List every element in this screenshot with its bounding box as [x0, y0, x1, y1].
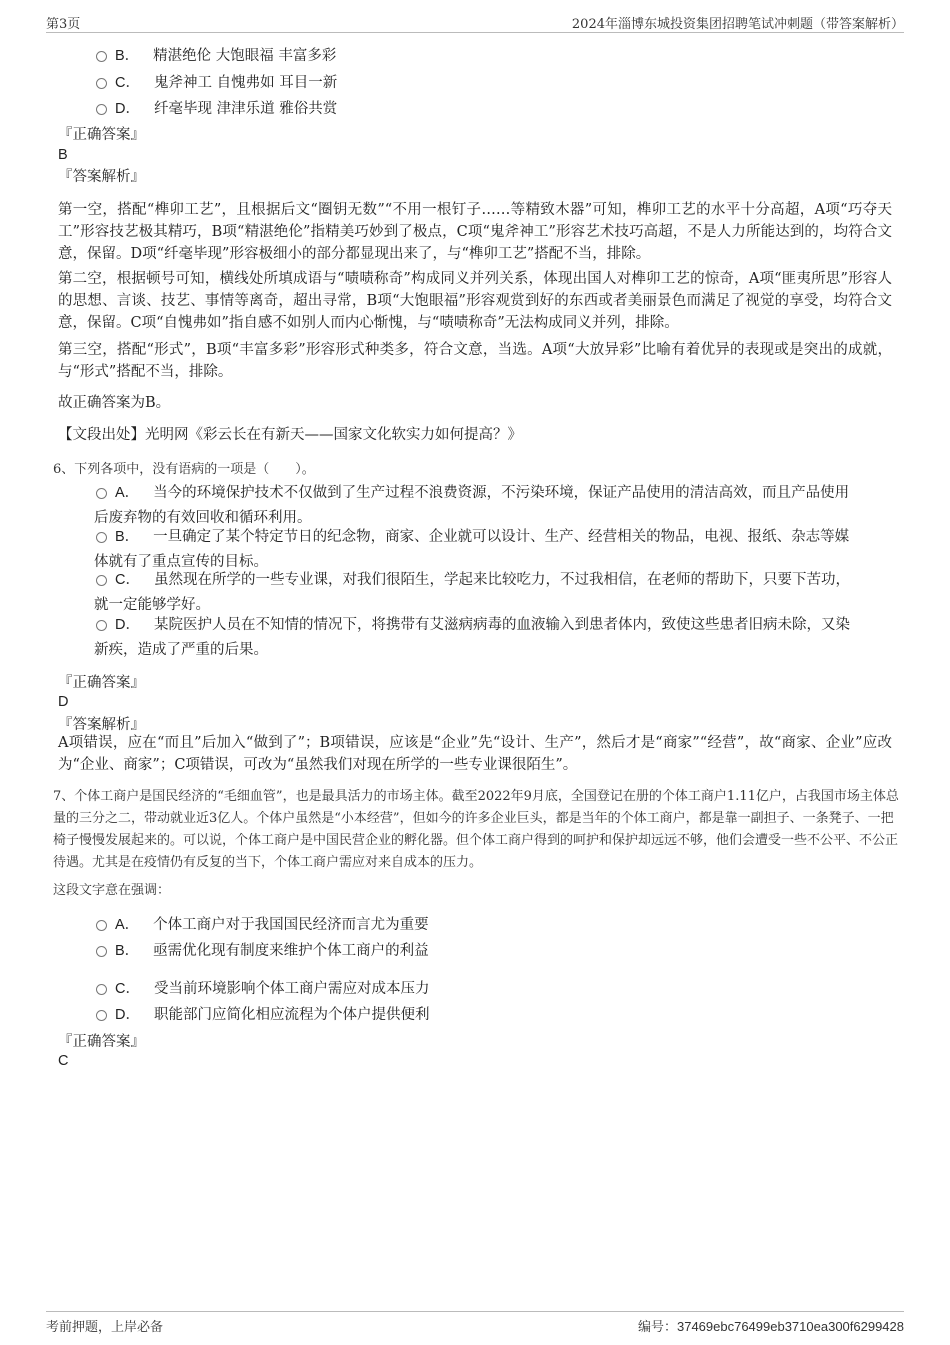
radio-icon[interactable] [96, 104, 107, 115]
q5-option-c[interactable]: C． 鬼斧神工 自愧弗如 耳目一新 [96, 71, 337, 96]
radio-icon[interactable] [96, 78, 107, 89]
page-header [46, 10, 904, 33]
q6-option-a[interactable]: A． 当今的环境保护技术不仅做到了生产过程不浪费资源，不污染环境，保证产品使用的清洁高效，而且产品使用 后废弃物的有效回收和循环利用。 [94, 485, 850, 526]
radio-icon[interactable] [96, 946, 107, 957]
q7-option-a[interactable]: A． 个体工商户对于我国国民经济而言尤为重要 [96, 913, 429, 938]
q7-prompt: 这段文字意在强调： [53, 883, 171, 898]
q5-source: 【文段出处】光明网《彩云长在有新天——国家文化软实力如何提高？》 [58, 427, 522, 443]
footer-slogan: 考前押题，上岸必备 [46, 1320, 164, 1335]
q7-option-d[interactable]: D． 职能部门应简化相应流程为个体户提供便利 [96, 1003, 429, 1028]
radio-icon[interactable] [96, 488, 107, 499]
q5-answer: B [58, 147, 68, 163]
q6-option-c[interactable]: C． 虽然现在所学的一些专业课，对我们很陌生，学起来比较吃力，不过我相信，在老师的帮助下，只要下苦功， 就一定能够学好。 [94, 572, 850, 613]
q6-analysis: A项错误，应在“而且”后加入“做到了”；B项错误，应该是“企业”先“设计、生产”，然后才是“商家”“经营”，故“商家、企业”应改为“企业、商家”；C项错误，可改为“虽然我们对现在所学的一些专业课很陌生”。 [58, 735, 892, 773]
q5-analysis-paragraph-3: 第三空，搭配“形式”，B项“丰富多彩”形容形式种类多，符合文意，当选。A项“大放异彩”比喻有着优异的表现或是突出的成就，与“形式”搭配不当，排除。 [58, 342, 892, 380]
q6-analysis-label: 『答案解析』 [58, 717, 145, 733]
radio-icon[interactable] [96, 1010, 107, 1021]
radio-icon[interactable] [96, 532, 107, 543]
radio-icon[interactable] [96, 920, 107, 931]
q5-option-b[interactable]: B． 精湛绝伦 大饱眼福 丰富多彩 [96, 44, 336, 69]
q5-answer-label: 『正确答案』 [58, 127, 145, 143]
q6-option-b[interactable]: B． 一旦确定了某个特定节日的纪念物，商家、企业就可以设计、生产、经营相关的物品，电视、报纸、杂志等媒 体就有了重点宣传的目标。 [94, 529, 850, 570]
radio-icon[interactable] [96, 51, 107, 62]
q7-answer: C [58, 1053, 69, 1069]
q7-stem: 7、个体工商户是国民经济的“毛细血管”，也是最具活力的市场主体。截至2022年9月底，全国登记在册的个体工商户1.11亿户，占我国市场主体总量的三分之二，带动就业近3亿人。个体户虽然是“小本经营”，但如今的许多企业巨头，都是当年的个体工商户，都是靠一副担子、一条凳子、一把椅子慢慢发展起来的。可以说，个体工商户是中国民营企业的孵化器。但个体工商户得到的呵护和保护却远远不够，他们会遭受一些不公平、不公正待遇。尤其是在疫情仍有反复的当下，个体工商户需应对来自成本的压力。 [53, 789, 899, 870]
q5-option-d[interactable]: D． 纤毫毕现 津津乐道 雅俗共赏 [96, 97, 337, 122]
q7-option-b[interactable]: B． 亟需优化现有制度来维护个体工商户的利益 [96, 939, 429, 964]
q6-answer-label: 『正确答案』 [58, 675, 145, 691]
radio-icon[interactable] [96, 620, 107, 631]
q6-answer: D [58, 694, 69, 710]
q7-option-c[interactable]: C． 受当前环境影响个体工商户需应对成本压力 [96, 977, 429, 1002]
q5-analysis-paragraph-2: 第二空，根据顿号可知，横线处所填成语与“啧啧称奇”构成同义并列关系，体现出国人对榫卯工艺的惊奇，A项“匪夷所思”形容人的思想、言谈、技艺、事情等离奇，超出寻常，B项“大饱眼福”形容观赏到好的东西或者美丽景色而满足了视觉的享受，均符合文意，保留。C项“自愧弗如”指自感不如别人而内心惭愧，与“啧啧称奇”无法构成同义并列，排除。 [58, 271, 892, 331]
radio-icon[interactable] [96, 575, 107, 586]
q5-conclusion: 故正确答案为B。 [58, 395, 171, 411]
q5-analysis-paragraph-1: 第一空，搭配“榫卯工艺”，且根据后文“圈钥无数”“不用一根钉子……等精致木器”可知，榫卯工艺的水平十分高超，A项“巧夺天工”形容技艺极其精巧，B项“精湛绝伦”指精美巧妙到了极点，C项“鬼斧神工”形容艺术技巧高超，不是人力所能达到的，均符合文意，保留。D项“纤毫毕现”形容极细小的部分都显现出来了，与“榫卯工艺”搭配不当，排除。 [58, 202, 892, 262]
document-title: 2024年淄博东城投资集团招聘笔试冲刺题（带答案解析） [571, 17, 904, 32]
q5-analysis-label: 『答案解析』 [58, 169, 145, 185]
document-code: 编号：37469ebc76499eb3710ea300f6299428 [637, 1319, 904, 1335]
q6-option-d[interactable]: D． 某院医护人员在不知情的情况下，将携带有艾滋病病毒的血液输入到患者体内，致使这些患者旧病未除，又染 新疾，造成了严重的后果。 [94, 617, 850, 658]
q7-answer-label: 『正确答案』 [58, 1034, 145, 1050]
radio-icon[interactable] [96, 984, 107, 995]
page-footer [46, 1311, 904, 1336]
q6-stem: 6、下列各项中，没有语病的一项是（ ）。 [53, 462, 315, 477]
page-number: 第3页 [46, 17, 81, 32]
